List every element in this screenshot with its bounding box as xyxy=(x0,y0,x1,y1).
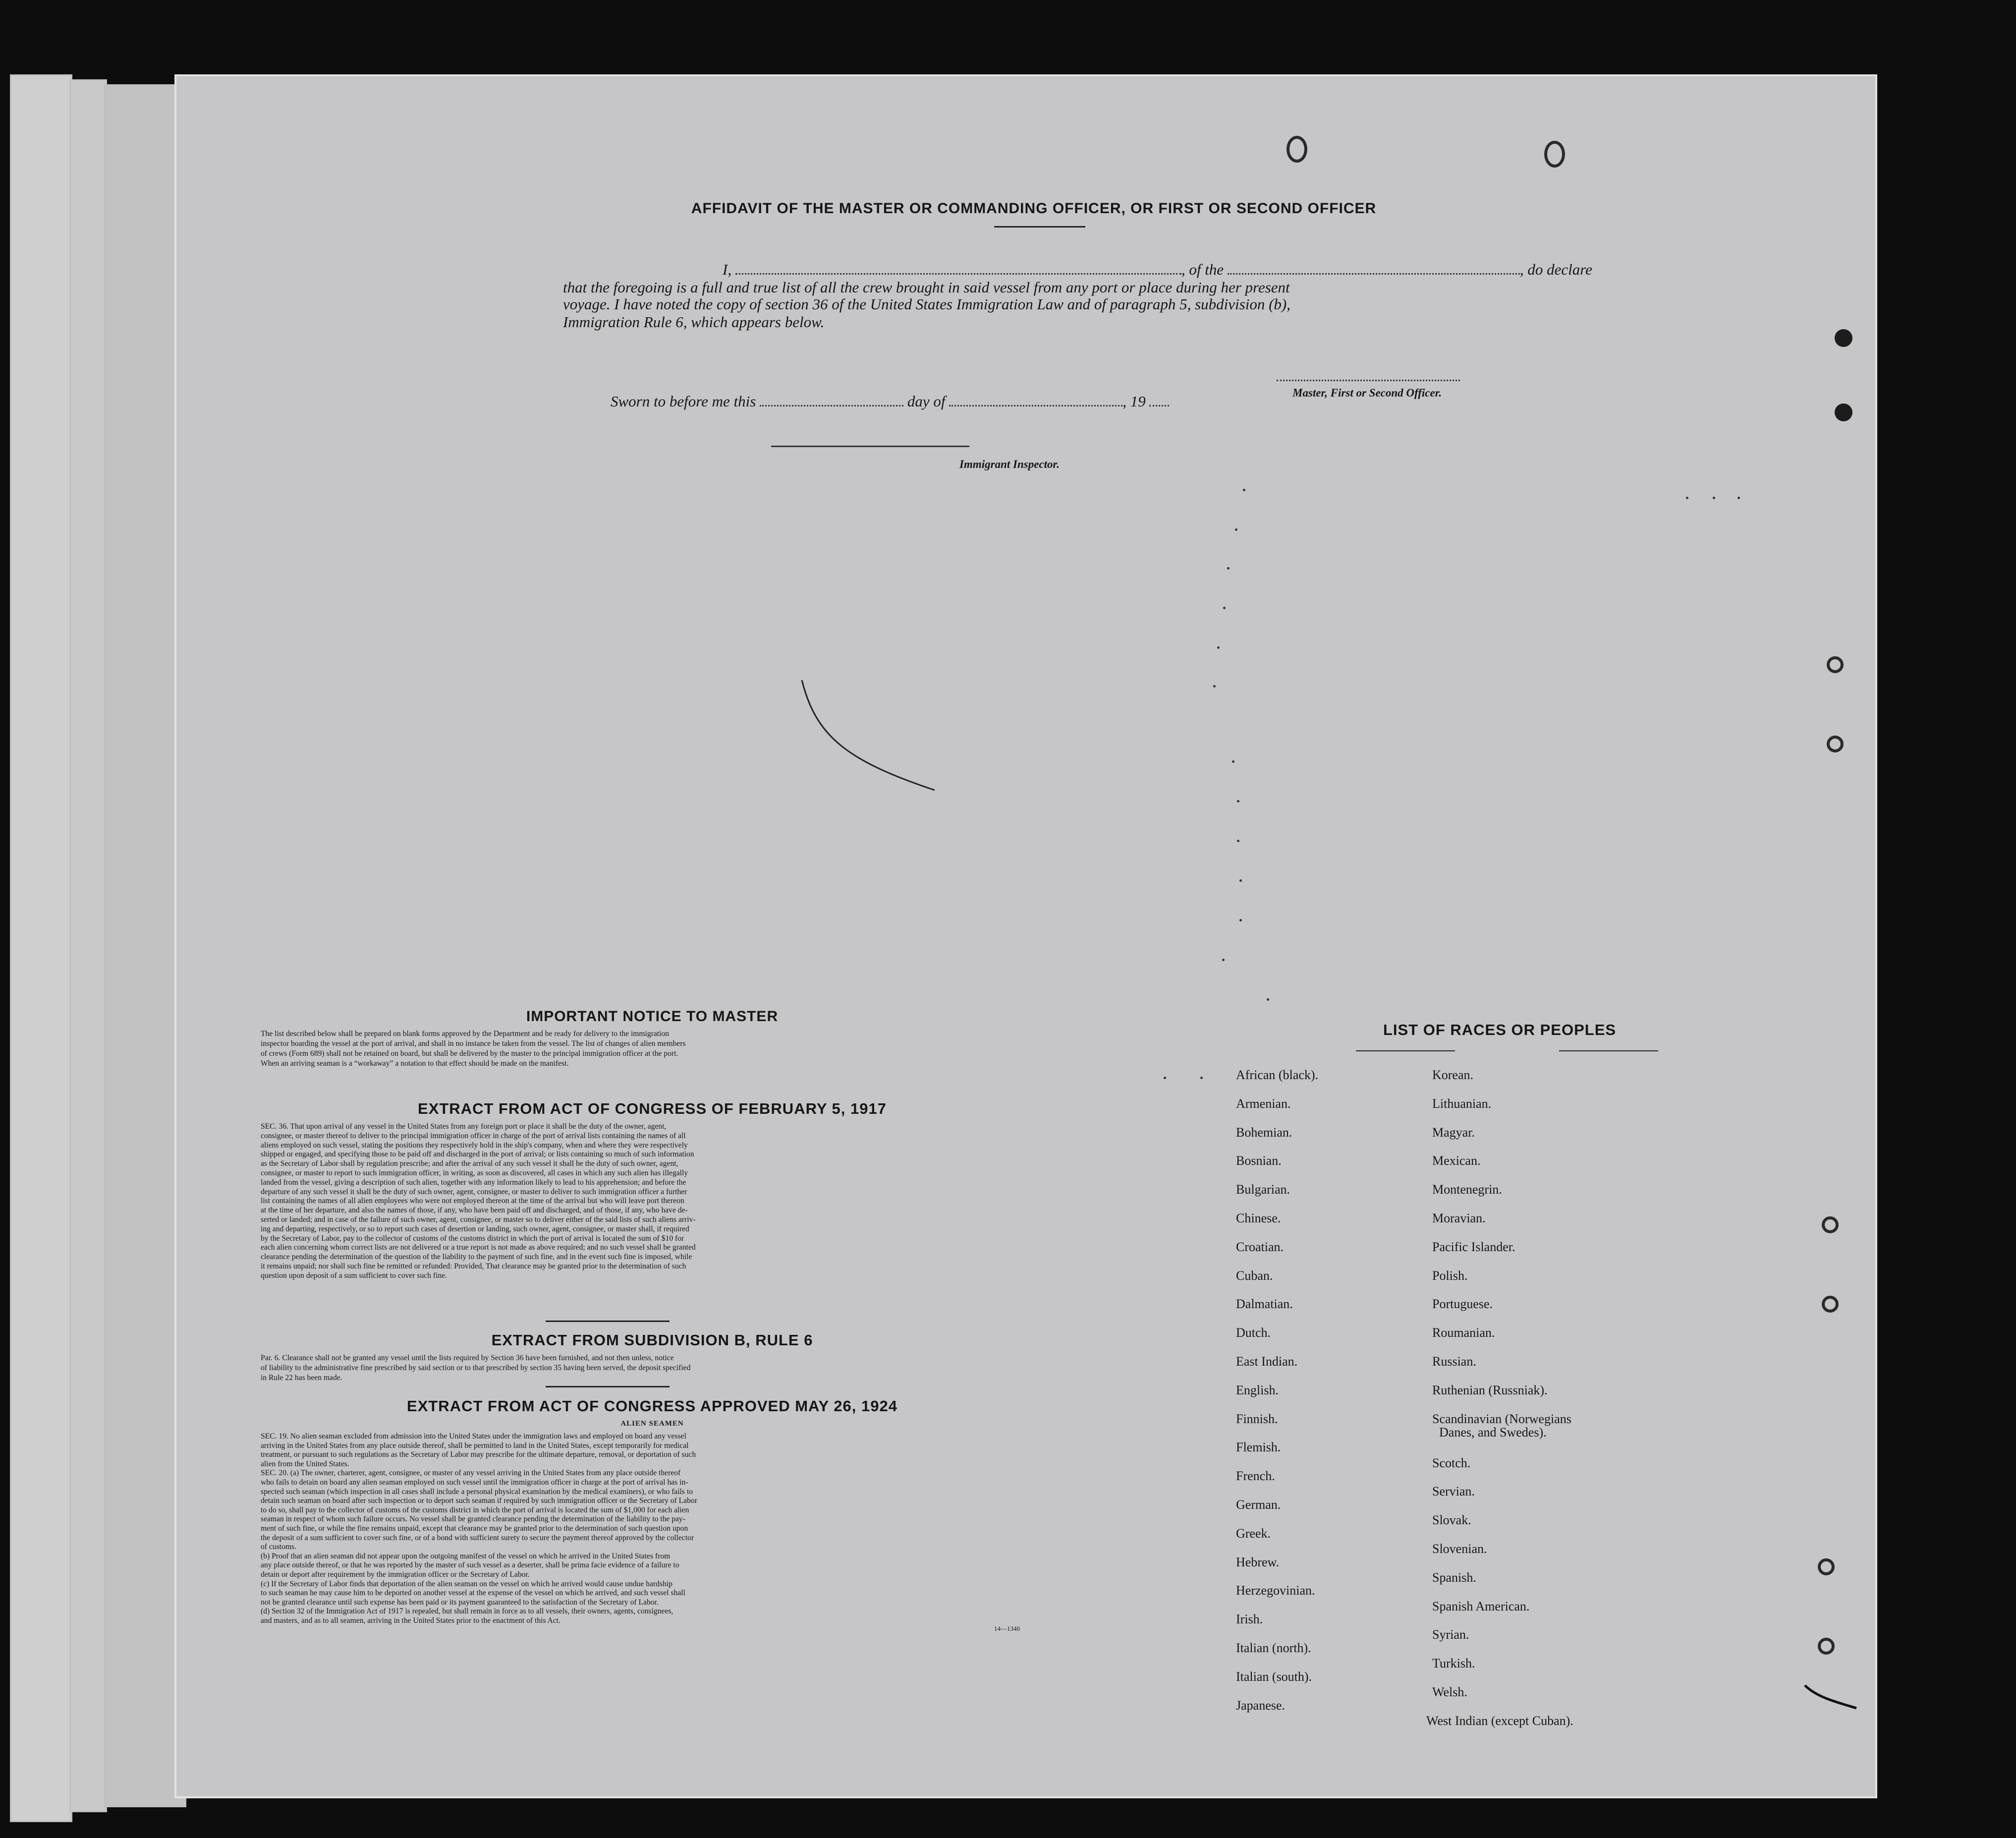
race-item: Servian. xyxy=(1432,1484,1475,1499)
race-item: Roumanian. xyxy=(1432,1325,1495,1340)
extract-1917-line: landed from the vessel, giving a description of such alien, together with any information likely to lead to his apprehension; and before the xyxy=(261,1178,686,1187)
race-item: Mexican. xyxy=(1432,1153,1481,1168)
mark-dot xyxy=(1223,607,1226,609)
extract-1924-line: to do so, shall pay to the collector of customs of the customs district in which the port of arrival is located the sum of $1,000 for each alien xyxy=(261,1505,689,1514)
race-item: English. xyxy=(1236,1382,1279,1397)
form-code: 14—1340 xyxy=(994,1625,1020,1632)
rule6-line: Par. 6. Clearance shall not be granted any vessel until the lists required by Section 36 have been furnished, and not then unless, notice xyxy=(261,1354,674,1362)
race-item: Polish. xyxy=(1432,1268,1468,1283)
race-item: Spanish American. xyxy=(1432,1599,1530,1613)
section-rule xyxy=(546,1386,670,1387)
affidavit-line2: that the foregoing is a full and true list of all the crew brought in said vessel from any port or place during her present xyxy=(563,279,1290,296)
race-item: Armenian. xyxy=(1236,1096,1291,1111)
extract-1924-line: detain such seaman on board after such inspection or to deport such seaman if required by such immigration officer or the Secretary of Labor xyxy=(261,1496,697,1505)
do-declare-label: , do declare xyxy=(1519,261,1592,278)
extract-1917-line: at the time of her departure, and also the names of those, if any, who have been paid off and discharged, and of those, if any, who have de- xyxy=(261,1206,688,1215)
race-item: Irish. xyxy=(1236,1612,1263,1627)
extract-1917-line: as the Secretary of Labor shall by regulation prescribe; and after the arrival of any such vessel it shall be the duty of such owner, agent, xyxy=(261,1159,678,1168)
punch-hole xyxy=(1818,1638,1835,1655)
punch-hole xyxy=(1818,1558,1835,1575)
extract-1917-line: shipped or engaged, and specifying those to be paid off and discharged in the port of arrival; or lists containing so much of such information xyxy=(261,1150,694,1159)
punch-hole xyxy=(1822,1216,1839,1233)
races-rule-left xyxy=(1356,1050,1455,1051)
race-item: West Indian (except Cuban). xyxy=(1426,1713,1573,1728)
race-item: Pacific Islander. xyxy=(1432,1239,1515,1254)
race-item: Lithuanian. xyxy=(1432,1096,1492,1111)
mark-dot xyxy=(1164,1077,1166,1079)
notice-title: IMPORTANT NOTICE TO MASTER xyxy=(526,1008,779,1025)
race-item: Syrian. xyxy=(1432,1627,1469,1642)
extract-1924-line: detain or deport after requirement by the immigration officer or the Secretary of Labor. xyxy=(261,1570,530,1579)
extract-1917-title: EXTRACT FROM ACT OF CONGRESS OF FEBRUARY 5, 1917 xyxy=(418,1100,887,1117)
rule6-title: EXTRACT FROM SUBDIVISION B, RULE 6 xyxy=(491,1331,813,1349)
mark-dot xyxy=(1239,919,1242,921)
race-item: Magyar. xyxy=(1432,1125,1475,1140)
extract-1924-line: seaman in respect of whom such failure occurs. No vessel shall be granted clearance pending the determination of the liability to the pay- xyxy=(261,1515,685,1524)
rule6-line: of liability to the administrative fine prescribed by said section or to that prescribed by section 35 having been served, the deposit specified xyxy=(261,1364,691,1372)
race-item: Montenegrin. xyxy=(1432,1182,1502,1197)
extract-1917-line: serted or landed; and in case of the failure of such owner, agent, consignee, or master so to deliver either of the said lists of such aliens arriv- xyxy=(261,1215,696,1224)
inspector-label: Immigrant Inspector. xyxy=(959,458,1060,470)
race-item: Slovak. xyxy=(1432,1513,1471,1528)
race-item: Japanese. xyxy=(1236,1698,1285,1713)
extract-1924-line: not be granted clearance until such expense has been paid or its payment guaranteed to the satisfaction of the Secretary of Labor. xyxy=(261,1598,659,1607)
race-item: Bosnian. xyxy=(1236,1153,1282,1168)
mark-dot xyxy=(1237,800,1239,803)
extract-1924-line: to such seaman he may cause him to be deported on another vessel at the expense of the vessel on which he arrived, and such vessel shall xyxy=(261,1589,685,1598)
sworn-month-field[interactable] xyxy=(949,405,1122,406)
race-item: Russian. xyxy=(1432,1354,1476,1369)
pencil-check xyxy=(1802,1682,1861,1712)
manifest-page xyxy=(174,74,1877,1798)
race-item: Flemish. xyxy=(1236,1440,1281,1455)
mark-dot xyxy=(1227,567,1230,570)
race-item: Cuban. xyxy=(1236,1268,1273,1283)
extract-1924-line: ment of such fine, or while the fine remains unpaid, except that clearance may be granted prior to the determination of such question upon xyxy=(261,1524,688,1533)
extract-1924-line: and masters, and as to all seamen, arriving in the United States prior to the enactment of this Act. xyxy=(261,1616,560,1625)
sworn-day-field[interactable] xyxy=(760,405,903,406)
master-label: Master, First or Second Officer. xyxy=(1292,387,1442,399)
punch-hole xyxy=(1827,736,1844,752)
extract-1924-line: any place outside thereof, or that he was reported by the master of such vessel as a deserter, shall be prima facie evidence of a failure to xyxy=(261,1561,679,1570)
affidavit-line1 xyxy=(723,261,1592,279)
notice-line: When an arriving seaman is a “workaway” a notation to that effect should be made on the manifest. xyxy=(261,1059,569,1068)
extract-1924-line: SEC. 19. No alien seaman excluded from admission into the United States under the immigration laws and employed on board any vessel xyxy=(261,1432,686,1440)
mark-dot xyxy=(1237,840,1239,842)
mark-dot xyxy=(1235,528,1237,531)
race-item: Scotch. xyxy=(1432,1455,1471,1470)
extract-1917-line: aliens employed on such vessel, stating the positions they respectively hold in the ship's company, when and where they were respectively xyxy=(261,1141,688,1149)
sworn-line xyxy=(611,393,1169,410)
extract-1924-line: spected such seaman (which inspection in all cases shall include a personal physical examination by the medical examiners), or who fails to xyxy=(261,1487,693,1496)
race-item: Slovenian. xyxy=(1432,1542,1487,1556)
notice-line: The list described below shall be prepared on blank forms approved by the Department and be ready for delivery to the immigration xyxy=(261,1030,670,1038)
race-item: Scandinavian (Norwegians xyxy=(1432,1411,1571,1426)
race-item: Dalmatian. xyxy=(1236,1297,1293,1312)
extract-1924-title: EXTRACT FROM ACT OF CONGRESS APPROVED MAY 26, 1924 xyxy=(407,1397,897,1415)
race-item: Ruthenian (Russniak). xyxy=(1432,1382,1548,1397)
extract-1924-line: the deposit of a sum sufficient to cover such fine, or of a bond with sufficient surety to secure the payment thereof approved by the collector xyxy=(261,1533,694,1542)
extract-1924-line: SEC. 20. (a) The owner, charterer, agent, consignee, or master of any vessel arriving in the United States from any place outside thereof xyxy=(261,1469,681,1478)
extract-1924-line: of customs. xyxy=(261,1543,296,1551)
sworn-label: Sworn to before me this xyxy=(611,393,756,410)
extract-1924-line: treatment, or pursuant to such regulations as the Secretary of Labor may prescribe for the ultimate departure, removal, or deportation of such xyxy=(261,1450,696,1459)
extract-1917-line: clearance pending the determination of the question of the liability to the payment of such fine, and in the event such fine is imposed, while xyxy=(261,1253,692,1262)
punch-hole xyxy=(1835,329,1852,347)
extract-1924-line: alien from the United States. xyxy=(261,1459,349,1468)
race-item: Hebrew. xyxy=(1236,1554,1280,1569)
race-item: Greek. xyxy=(1236,1526,1271,1541)
race-item: Italian (south). xyxy=(1236,1669,1312,1684)
extract-1917-line: consignee, or master thereof to deliver to the principal immigration officer in charge of the port of arrival lists containing the names of all xyxy=(261,1131,686,1140)
race-item: Welsh. xyxy=(1432,1685,1467,1699)
extract-1917-line: SEC. 36. That upon arrival of any vessel in the United States from any foreign port or place it shall be the duty of the owner, agent, xyxy=(261,1122,667,1131)
race-item: Chinese. xyxy=(1236,1211,1281,1225)
race-item: German. xyxy=(1236,1497,1281,1512)
race-item: Bulgarian. xyxy=(1236,1182,1290,1197)
extract-1924-line: (b) Proof that an alien seaman did not appear upon the outgoing manifest of the vessel on which he arrived in the United States from xyxy=(261,1551,671,1560)
back-sheet xyxy=(10,74,72,1822)
pencil-stroke xyxy=(796,676,945,800)
extract-1917-line: it remains unpaid; nor shall such fine be remitted or refunded: Provided, That clearance may be granted prior to the determination of such xyxy=(261,1262,686,1270)
year-label: , 19 xyxy=(1122,393,1146,410)
i-label: I, xyxy=(723,261,732,278)
race-item: African (black). xyxy=(1236,1068,1319,1082)
inspector-signature-line[interactable] xyxy=(771,446,969,447)
day-of-label: day of xyxy=(907,393,946,410)
affidavit-title: AFFIDAVIT OF THE MASTER OR COMMANDING OFFICER, OR FIRST OR SECOND OFFICER xyxy=(691,200,1377,217)
extract-1917-body xyxy=(261,1122,1059,1281)
race-item: Croatian. xyxy=(1236,1239,1284,1254)
rule6-body xyxy=(261,1353,1059,1383)
extract-1924-line: who fails to detain on board any alien seaman employed on such vessel until the immigration officer in charge at the port of arrival has in- xyxy=(261,1478,688,1487)
binding-hole xyxy=(1544,141,1565,168)
binding-hole xyxy=(1287,136,1307,163)
mark-dot xyxy=(1232,760,1234,763)
mark-dot xyxy=(1217,646,1220,649)
race-item: Bohemian. xyxy=(1236,1125,1292,1140)
title-rule xyxy=(994,226,1085,228)
mark-dot xyxy=(1713,497,1715,499)
extract-1917-line: consignee, or master to report to such immigration officer, in writing, as soon as discovered, all cases in which any such alien has illegally xyxy=(261,1168,688,1177)
races-title: LIST OF RACES OR PEOPLES xyxy=(1383,1021,1617,1038)
alien-seamen-subtitle: ALIEN SEAMEN xyxy=(620,1420,684,1428)
notice-body xyxy=(261,1029,1059,1069)
race-item: Korean. xyxy=(1432,1068,1474,1082)
punch-hole xyxy=(1835,403,1852,421)
race-item: Portuguese. xyxy=(1432,1297,1493,1312)
affidavit-line3: voyage. I have noted the copy of section 36 of the United States Immigration Law and of paragraph 5, subdivision (b), xyxy=(563,295,1290,313)
mark-dot xyxy=(1737,497,1740,499)
sworn-year-field[interactable] xyxy=(1149,405,1169,406)
affidavit-line4: Immigration Rule 6, which appears below. xyxy=(563,313,825,331)
extract-1924-line: arriving in the United States from any place outside thereof, shall be permitted to land in the United States, except temporarily for medical xyxy=(261,1441,689,1450)
race-item: Turkish. xyxy=(1432,1656,1475,1671)
punch-hole xyxy=(1827,656,1844,673)
back-sheet xyxy=(69,79,107,1812)
mark-dot xyxy=(1200,1077,1203,1079)
race-item: Danes, and Swedes). xyxy=(1439,1425,1547,1439)
mark-dot xyxy=(1267,998,1269,1001)
master-signature-line[interactable] xyxy=(1277,380,1460,381)
race-item: Spanish. xyxy=(1432,1570,1476,1585)
extract-1924-line: (d) Section 32 of the Immigration Act of 1917 is repealed, but shall remain in force as to all vessels, their owners, agents, consignees, xyxy=(261,1607,673,1616)
of-the-label: , of the xyxy=(1181,261,1224,278)
extract-1917-line: each alien concerning whom correct lists are not delivered or a true report is not made as above required; and no such vessel shall be granted xyxy=(261,1243,696,1252)
extract-1924-line: (c) If the Secretary of Labor finds that deportation of the alien seaman on the vessel on which he arrived would cause undue hardship xyxy=(261,1579,672,1588)
notice-line: of crews (Form 689) shall not be retained on board, but shall be delivered by the master to the principal immigration officer at the port. xyxy=(261,1049,678,1058)
extract-1917-line: list containing the names of all alien employees who were not employed thereon at the time of the arrival but who will leave port thereon xyxy=(261,1197,684,1206)
extract-1917-line: departure of any such vessel it shall be the duty of such owner, agent, consignee, or master to deliver to such immigration officer a further xyxy=(261,1187,687,1196)
rule6-line: in Rule 22 has been made. xyxy=(261,1374,342,1382)
race-item: Herzegovinian. xyxy=(1236,1583,1315,1598)
mark-dot xyxy=(1239,879,1242,882)
race-item: Moravian. xyxy=(1432,1211,1486,1225)
punch-hole xyxy=(1822,1296,1839,1313)
race-item: East Indian. xyxy=(1236,1354,1298,1369)
section-rule xyxy=(546,1321,670,1322)
race-item: Italian (north). xyxy=(1236,1641,1311,1655)
extract-1917-line: by the Secretary of Labor, pay to the collector of customs of the customs district in which the port of arrival is located the sum of $10 for xyxy=(261,1234,684,1243)
race-item: Dutch. xyxy=(1236,1325,1271,1340)
race-item: French. xyxy=(1236,1469,1275,1484)
extract-1917-line: question upon deposit of a sum sufficient to cover such fine. xyxy=(261,1271,448,1280)
race-item: Finnish. xyxy=(1236,1411,1278,1426)
mark-dot xyxy=(1222,959,1225,961)
extract-1917-line: ing and departing, respectively, or so to report such cases of desertion or landing, such owner, agent, consignee, or master shall, if required xyxy=(261,1224,689,1233)
vessel-field[interactable] xyxy=(1228,273,1520,275)
extract-1924-body xyxy=(261,1432,1059,1625)
mark-dot xyxy=(1213,685,1216,688)
notice-line: inspector boarding the vessel at the port of arrival, and shall in no instance be taken from the vessel. The list of changes of alien members xyxy=(261,1039,686,1048)
mark-dot xyxy=(1686,497,1688,499)
races-rule-right xyxy=(1559,1050,1658,1051)
mark-dot xyxy=(1243,489,1245,491)
name-field[interactable] xyxy=(735,273,1181,275)
